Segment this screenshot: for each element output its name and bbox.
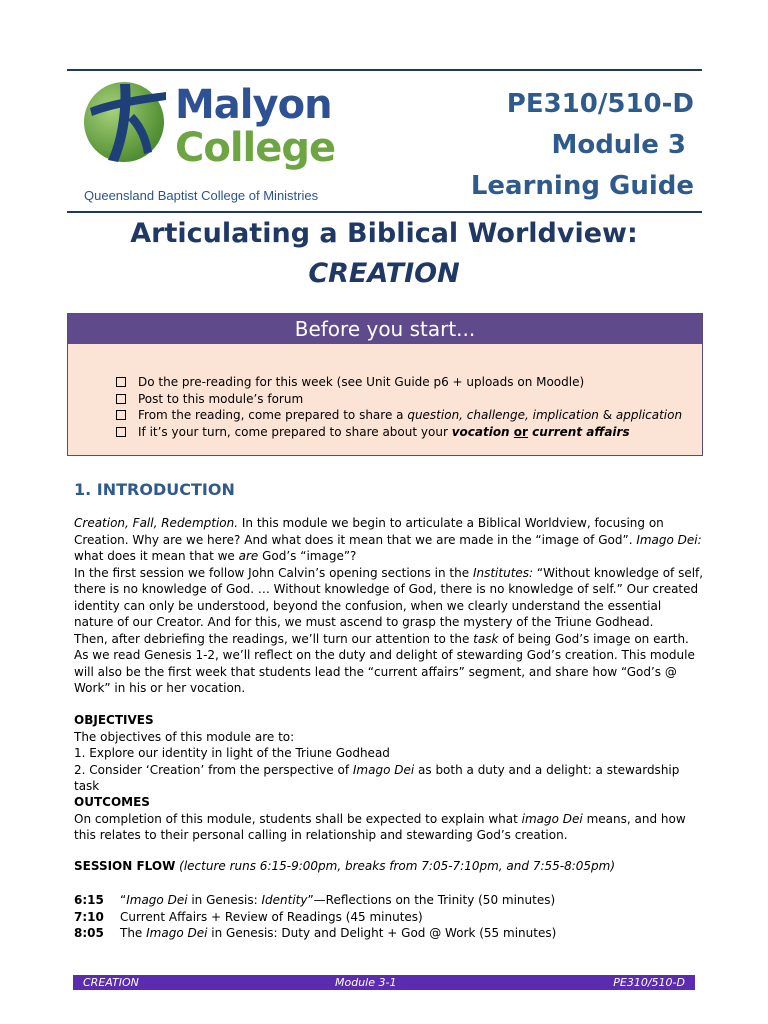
page-subtitle: CREATION (308, 258, 460, 289)
objectives-intro: The objectives of this module are to: (74, 729, 295, 744)
objectives-section (74, 712, 704, 795)
footer-center: Module 3-1 (335, 976, 397, 989)
session-flow-heading: SESSION FLOW (74, 859, 176, 873)
checkbox-icon (116, 394, 126, 404)
intro-paragraph: Creation, Fall, Redemption. In this module we begin to articulate a Biblical Worldview, focusing on Creation. Why are we here? And what does it mean that we are made in the “image of God”. Imago Dei: what does it mean that we are God’s “image”? (74, 516, 702, 563)
before-you-start-box (67, 313, 703, 456)
header-rule (67, 211, 702, 213)
objective-item: 1. Explore our identity in light of the Triune Godhead (74, 746, 390, 760)
page-title: Articulating a Biblical Worldview: (130, 218, 638, 249)
guide-label: Learning Guide (470, 171, 694, 201)
session-flow-heading-line (74, 858, 704, 875)
checklist-item: Post to this module’s forum (116, 391, 682, 408)
checklist (116, 374, 682, 440)
before-you-start-heading: Before you start... (68, 314, 702, 344)
intro-paragraph: In the first session we follow John Calvin’s opening sections in the Institutes: “Without knowledge of self, there is no knowledge of God. … Without knowledge of God, there is no knowledge of self.” Our created identity can only be understood, beyond the confusion, when we clearly understand the essential nature of our Creator. And for this, we must ascend to grasp the mystery of the Triune Godhead. (74, 565, 704, 629)
session-row: 6:15 “Imago Dei in Genesis: Identity”—Reflections on the Trinity (50 minutes) (74, 893, 556, 907)
checklist-item: If it’s your turn, come prepared to share about your vocation or current affairs (116, 424, 682, 441)
malyon-college-logo (80, 78, 350, 208)
logo-tagline: Queensland Baptist College of Ministries (84, 188, 319, 203)
module-label: Module 3 (551, 130, 686, 160)
objectives-heading: OBJECTIVES (74, 713, 154, 727)
checklist-item: Do the pre-reading for this week (see Unit Guide p6 + uploads on Moodle) (116, 374, 682, 391)
checklist-item: From the reading, come prepared to share a question, challenge, implication & application (116, 407, 682, 424)
intro-paragraph: Then, after debriefing the readings, we’ll turn our attention to the task of being God’s image on earth. As we read Genesis 1-2, we’ll reflect on the duty and delight of stewarding God’s creation. This module will also be the first week that students lead the “current affairs” segment, and share how “God’s @ Work” in his or her vocation. (74, 631, 695, 695)
session-row: 8:05 The Imago Dei in Genesis: Duty and Delight + God @ Work (55 minutes) (74, 926, 557, 940)
session-row: 7:10 Current Affairs + Review of Readings (45 minutes) (74, 909, 423, 924)
cross-globe-icon (80, 78, 170, 164)
logo-word-malyon: Malyon (175, 82, 332, 128)
header-title-block (471, 84, 694, 207)
outcomes-text: On completion of this module, students shall be expected to explain what imago Dei means, and how this relates to their personal calling in relationship and stewarding God’s creation. (74, 811, 686, 842)
introduction-heading: 1. INTRODUCTION (74, 480, 235, 499)
top-rule (67, 69, 702, 71)
page-footer (73, 975, 695, 990)
introduction-body (74, 515, 704, 697)
course-code: PE310/510-D (506, 89, 694, 119)
footer-left: CREATION (83, 976, 139, 989)
checkbox-icon (116, 427, 126, 437)
objective-item: 2. Consider ‘Creation’ from the perspective of Imago Dei as both a duty and a delight: a stewardship task (74, 762, 680, 793)
session-flow-note: (lecture runs 6:15-9:00pm, breaks from 7:05-7:10pm, and 7:55-8:05pm) (179, 859, 616, 873)
session-flow-table (74, 892, 556, 942)
outcomes-heading: OUTCOMES (74, 795, 150, 809)
footer-right: PE310/510-D (613, 976, 685, 989)
checkbox-icon (116, 410, 126, 420)
logo-word-college: College (175, 125, 336, 171)
checkbox-icon (116, 377, 126, 387)
outcomes-section (74, 794, 704, 844)
